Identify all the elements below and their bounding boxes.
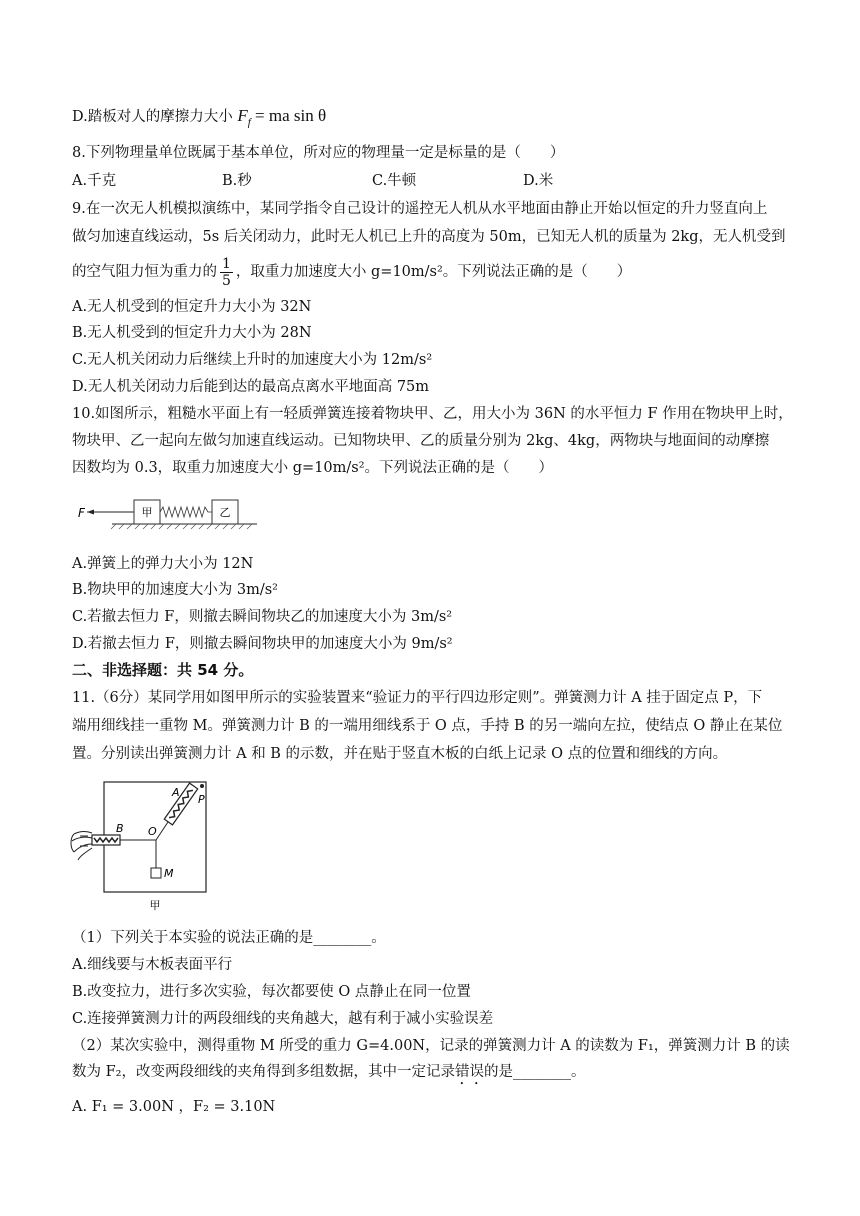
formula-F: F [237,106,248,125]
label-A: A [172,786,180,799]
ground-hatching [111,524,252,529]
spring-scale-B [92,835,120,845]
label-P: P [198,793,205,806]
q11-line1: 11.（6分）某同学用如图甲所示的实验装置来“验证力的平行四边形定则”。弹簧测力计 A 挂于固定点 P，下 [72,690,763,706]
block-jia-label: 甲 [141,506,153,519]
force-label: F [78,506,85,520]
q9-option-a: A.无人机受到的恒定升力大小为 32N [72,299,312,315]
q11-part1-option-b: B.改变拉力，进行多次实验，每次都要使 O 点静止在同一位置 [72,984,471,1000]
q11-part1-option-a: A.细线要与木板表面平行 [72,957,233,973]
q9-option-c: C.无人机关闭动力后继续上升时的加速度大小为 12m/s² [72,352,433,368]
q7-option-d-text: D.踏板对人的摩擦力大小 [72,109,233,125]
q11-line2: 端用细线挂一重物 M。弹簧测力计 B 的一端用细线系于 O 点，手持 B 的另一端向左拉，使结点 O 静止在某位 [72,718,783,734]
fraction-denominator: 5 [222,272,231,289]
q11-part2-line2 [72,1062,585,1088]
q7-option-d [72,106,326,132]
q9-fraction [220,256,233,289]
fraction-numerator: 1 [222,255,231,272]
q10-spring-figure [72,494,262,534]
q8-option-d: D.米 [523,173,554,189]
weight-M [151,868,161,878]
q9-line1: 9.在一次无人机模拟演练中，某同学指令自己设计的遥控无人机从水平地面由静止开始以恒定的升力竖直向上 [72,201,768,217]
q11-line3: 置。分别读出弹簧测力计 A 和 B 的示数，并在贴于竖直木板的白纸上记录 O 点的位置和细线的方向。 [72,746,728,762]
q10-option-b: B.物块甲的加速度大小为 3m/s² [72,582,278,598]
q10-option-c: C.若撤去恒力 F，则撤去瞬间物块乙的加速度大小为 3m/s² [72,609,453,625]
spring-scale-A [164,783,197,825]
spring [160,507,212,517]
q8-option-a: A.千克 [72,173,117,189]
q8-option-b: B.秒 [222,173,252,189]
thread-OA [156,822,168,840]
hand-icon [71,831,92,860]
q10-option-a: A.弹簧上的弹力大小为 12N [72,556,254,572]
block-yi-label: 乙 [219,506,231,519]
q11-part2-line1: （2）某次实验中，测得重物 M 所受的重力 G=4.00N，记录的弹簧测力计 A 的读数为 F₁，弹簧测力计 B 的读 [72,1038,790,1054]
point-P-dot [200,784,204,788]
q9-line3 [72,255,631,289]
figure-caption: 甲 [149,899,161,912]
q7-option-d-formula [237,106,327,129]
q9-line3-a: 的空气阻力恒为重力的 [72,264,217,280]
label-O: O [148,825,157,838]
q11-apparatus-figure [70,778,220,916]
q10-line2: 物块甲、乙一起向左做匀加速直线运动。已知物块甲、乙的质量分别为 2kg、4kg，两物块与地面间的动摩擦 [72,433,770,449]
q10-option-d: D.若撤去恒力 F，则撤去瞬间物块甲的加速度大小为 9m/s² [72,636,453,652]
q11-part1-stem: （1）下列关于本实验的说法正确的是________。 [72,930,386,946]
formula-rest: = ma sin θ [250,106,327,125]
formula-sub: f [247,116,251,129]
q10-line1: 10.如图所示，粗糙水平面上有一轻质弹簧连接着物块甲、乙，用大小为 36N 的水平恒力 F 作用在物块甲上时， [72,406,793,422]
q11-part1-option-c: C.连接弹簧测力计的两段细线的夹角越大，越有利于减小实验误差 [72,1011,494,1027]
q8-stem: 8.下列物理量单位既属于基本单位，所对应的物理量一定是标量的是（ ） [72,145,565,161]
force-arrow-icon [87,510,94,515]
q9-option-b: B.无人机受到的恒定升力大小为 28N [72,325,312,341]
label-M: M [164,867,174,880]
q11-part2-line2-a: 数为 F₂，改变两段细线的夹角得到多组数据，其中一定记录 [72,1064,455,1080]
q11-part2-emphasis: 错误 [454,1064,484,1080]
q11-part2-option-a: A. F₁ = 3.00N ，F₂ = 3.10N [72,1099,276,1115]
q9-option-d: D.无人机关闭动力后能到达的最高点离水平地面高 75m [72,379,430,395]
q9-line3-b: ，取重力加速度大小 g=10m/s²。下列说法正确的是（ ） [235,264,632,280]
q10-line3: 因数均为 0.3，取重力加速度大小 g=10m/s²。下列说法正确的是（ ） [72,460,554,476]
q11-part2-line2-b: 的是________。 [483,1064,586,1080]
q8-option-c: C.牛顿 [372,173,417,189]
label-B: B [116,822,124,835]
section-heading: 二、非选择题：共 54 分。 [72,661,254,679]
q9-line2: 做匀加速直线运动，5s 后关闭动力，此时无人机已上升的高度为 50m，已知无人机的质量为 2kg，无人机受到 [72,229,786,245]
